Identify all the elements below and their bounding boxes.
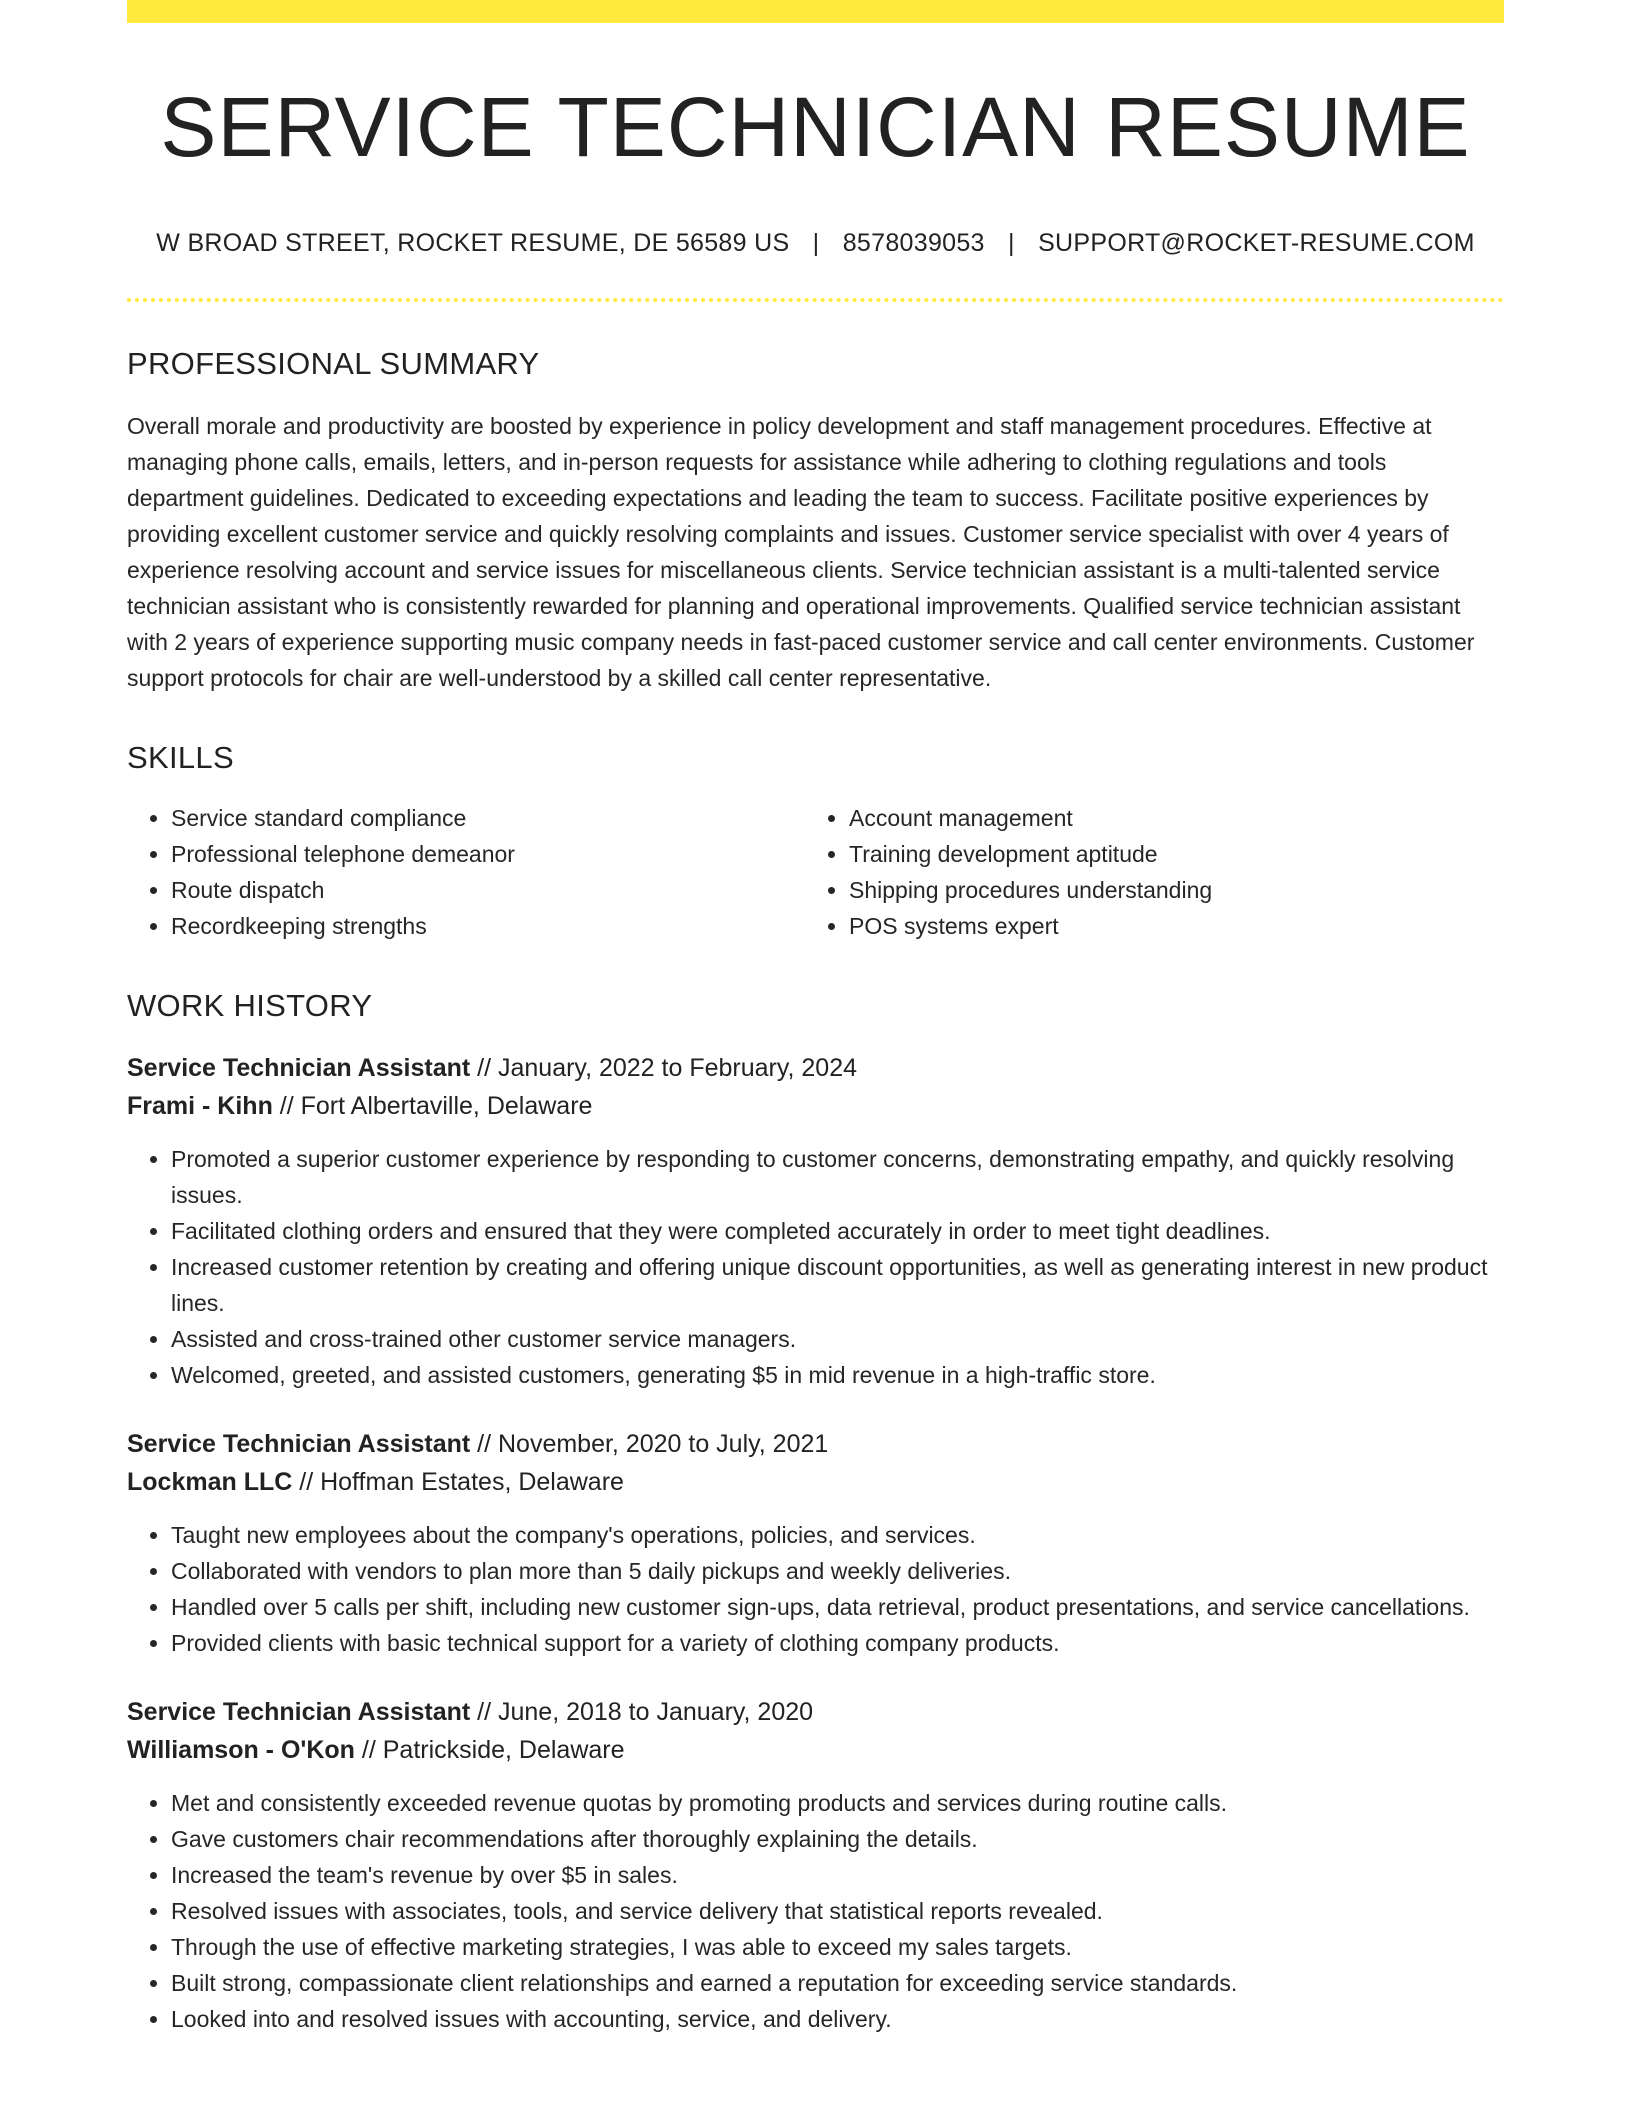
job-bullet: • Increased customer retention by creating and offering unique discount opportunities, as well as generating interest in new product lines. [171,1249,1504,1321]
skill-item: • Account management [849,800,1483,836]
job-entry [127,1693,1504,2037]
job-title-line [127,1049,1504,1087]
job-location: // Hoffman Estates, Delaware [299,1468,624,1496]
job-title-line [127,1693,1504,1731]
work-history-section [127,990,1504,2037]
skill-item: • Training development aptitude [849,836,1483,872]
job-bullet: • Gave customers chair recommendations after thoroughly explaining the details. [171,1821,1504,1857]
resume-page [127,0,1504,2037]
top-accent-bar [127,0,1504,23]
work-history-heading: WORK HISTORY [127,988,373,1023]
job-location: // Fort Albertaville, Delaware [279,1092,593,1120]
job-entry [127,1049,1504,1393]
job-header [127,1049,1504,1125]
summary-section [127,348,1504,696]
job-bullet: • Welcomed, greeted, and assisted customers, generating $5 in mid revenue in a high-traffic store. [171,1357,1504,1393]
job-header [127,1693,1504,1769]
skills-heading: SKILLS [127,740,234,775]
page-title: SERVICE TECHNICIAN RESUME [160,80,1471,174]
job-bullet: • Met and consistently exceeded revenue quotas by promoting products and services during routine calls. [171,1785,1504,1821]
skill-item: • Shipping procedures understanding [849,872,1483,908]
summary-heading: PROFESSIONAL SUMMARY [127,346,540,381]
contact-separator: | [812,229,820,257]
skills-section [127,742,1504,944]
job-bullet: • Resolved issues with associates, tools, and service delivery that statistical reports revealed. [171,1893,1504,1929]
job-entry [127,1425,1504,1661]
job-location: // Patrickside, Delaware [361,1736,625,1764]
job-bullets [127,1141,1504,1393]
contact-email: SUPPORT@ROCKET-RESUME.COM [1038,229,1475,257]
job-company-line [127,1463,1504,1501]
job-header [127,1425,1504,1501]
job-dates: // November, 2020 to July, 2021 [477,1430,829,1458]
job-title-line [127,1425,1504,1463]
skills-columns [127,800,1504,944]
job-bullet: • Handled over 5 calls per shift, including new customer sign-ups, data retrieval, product presentations, and service cancellations. [171,1589,1504,1625]
job-bullet: • Increased the team's revenue by over $5 in sales. [171,1857,1504,1893]
skill-item: • Route dispatch [171,872,805,908]
contact-separator: | [1008,229,1015,257]
job-company-line [127,1087,1504,1125]
skills-right-list [805,800,1483,944]
job-bullets [127,1785,1504,2037]
job-bullet: • Built strong, compassionate client relationships and earned a reputation for exceeding service standards. [171,1965,1504,2001]
job-company: Lockman LLC [127,1468,293,1496]
job-title: Service Technician Assistant [127,1054,471,1082]
job-bullet: • Assisted and cross-trained other customer service managers. [171,1321,1504,1357]
contact-address: W BROAD STREET, ROCKET RESUME, DE 56589 US [156,229,790,257]
job-title: Service Technician Assistant [127,1430,471,1458]
job-company: Frami - Kihn [127,1092,273,1120]
job-company-line [127,1731,1504,1769]
job-bullet: • Provided clients with basic technical support for a variety of clothing company products. [171,1625,1504,1661]
contact-line [127,229,1504,258]
skill-item: • Service standard compliance [171,800,805,836]
contact-phone: 8578039053 [842,229,985,257]
summary-text: Overall morale and productivity are boosted by experience in policy development and staff management procedures. Effective at managing phone calls, emails, letters, and in-person requests for assistance while adhering to clothing regulations and tools department guidelines. Dedicated to exceeding expectations and leading the team to success. Facilitate positive experiences by providing excellent customer service and quickly resolving complaints and issues. Customer service specialist with over 4 years of experience resolving account and service issues for miscellaneous clients. Service technician assistant is a multi-talented service technician assistant who is consistently rewarded for planning and operational improvements. Qualified service technician assistant with 2 years of experience supporting music company needs in fast-paced customer service and call center environments. Customer support protocols for chair are well-understood by a skilled call center representative. [127,413,1475,691]
skill-item: • Professional telephone demeanor [171,836,805,872]
job-company: Williamson - O'Kon [127,1736,355,1764]
job-bullet: • Looked into and resolved issues with accounting, service, and delivery. [171,2001,1504,2037]
job-title: Service Technician Assistant [127,1698,471,1726]
job-dates: // January, 2022 to February, 2024 [477,1054,858,1082]
dotted-divider [127,298,1504,302]
job-bullet: • Taught new employees about the company's operations, policies, and services. [171,1517,1504,1553]
job-bullet: • Promoted a superior customer experience by responding to customer concerns, demonstrating empathy, and quickly resolving issues. [171,1141,1504,1213]
job-bullet: • Through the use of effective marketing strategies, I was able to exceed my sales targets. [171,1929,1504,1965]
skill-item: • POS systems expert [849,908,1483,944]
job-bullets [127,1517,1504,1661]
job-dates: // June, 2018 to January, 2020 [477,1698,814,1726]
job-bullet: • Collaborated with vendors to plan more than 5 daily pickups and weekly deliveries. [171,1553,1504,1589]
job-bullet: • Facilitated clothing orders and ensured that they were completed accurately in order to meet tight deadlines. [171,1213,1504,1249]
skill-item: • Recordkeeping strengths [171,908,805,944]
skills-left-list [127,800,805,944]
